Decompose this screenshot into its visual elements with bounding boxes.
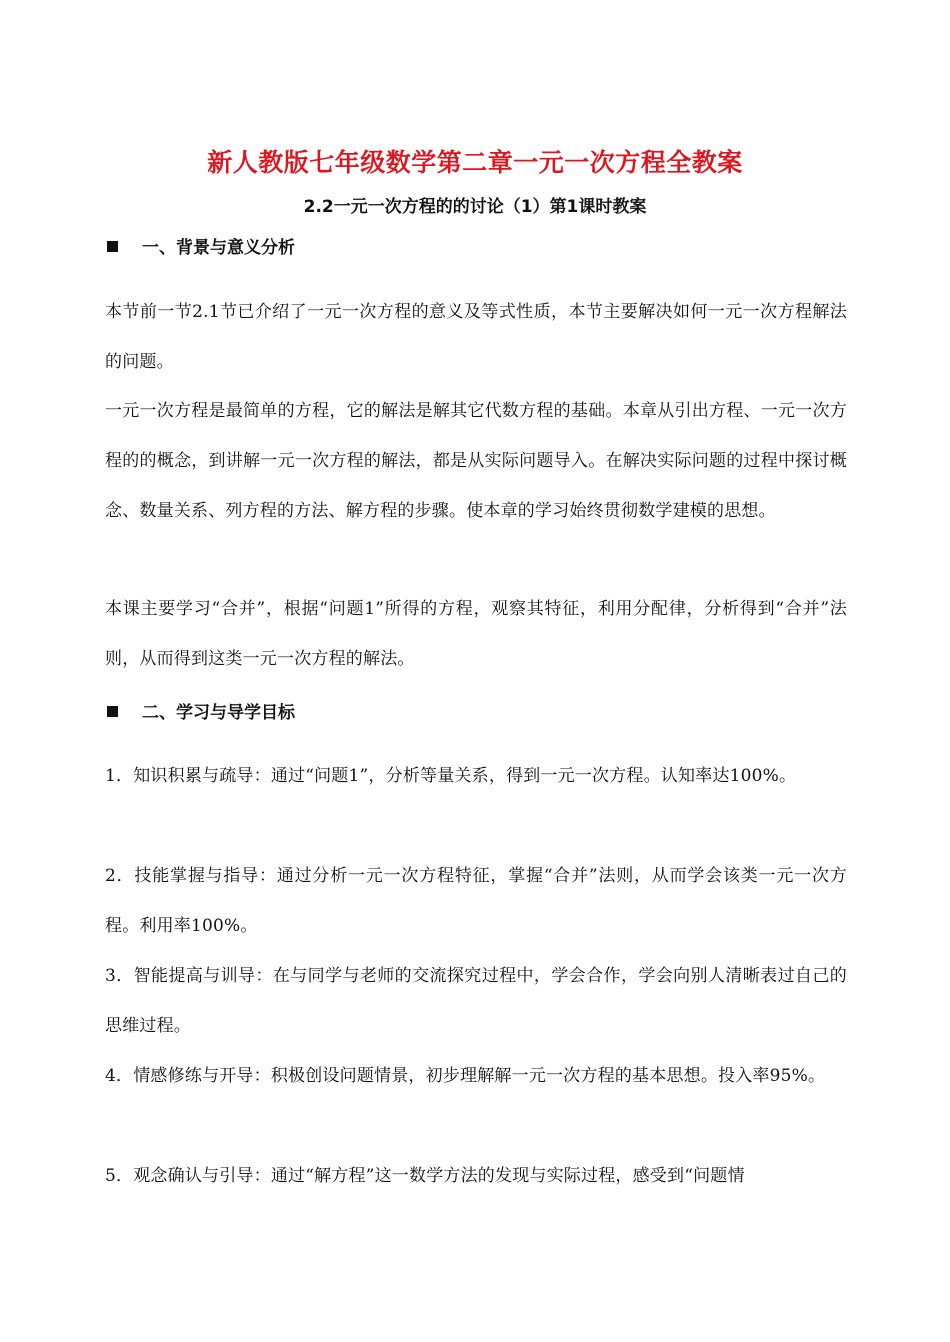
square-bullet-icon <box>107 241 118 252</box>
paragraph: 一元一次方程是最简单的方程，它的解法是解其它代数方程的基础。本章从引出方程、一元一次方程的的概念，到讲解一元一次方程的解法，都是从实际问题导入。在解决实际问题的过程中探讨概念、数量关系、列方程的方法、解方程的步骤。使本章的学习始终贯彻数学建模的思想。 <box>105 401 847 521</box>
goal-item: 2．技能掌握与指导：通过分析一元一次方程特征，掌握“合并”法则，从而学会该类一元一次方程。利用率100%。 <box>105 866 847 936</box>
goal-item: 4．情感修练与开导：积极创设问题情景，初步理解解一元一次方程的基本思想。投入率95%。 <box>105 1066 826 1086</box>
goal-item: 5．观念确认与引导：通过“解方程”这一数学方法的发现与实际过程，感受到“问题情 <box>105 1166 745 1186</box>
section-heading-text: 二、学习与导学目标 <box>142 703 295 723</box>
goal-item: 1．知识积累与疏导：通过“问题1”，分析等量关系，得到一元一次方程。认知率达100%。 <box>105 766 797 786</box>
section-heading-goals <box>107 698 847 728</box>
document-title: 新人教版七年级数学第二章一元一次方程全教案 <box>207 148 743 177</box>
paragraph: 本节前一节2.1节已介绍了一元一次方程的意义及等式性质，本节主要解决如何一元一次方程解法的问题。 <box>105 302 847 372</box>
goal-item: 3．智能提高与训导：在与同学与老师的交流探究过程中，学会合作，学会向别人清晰表过自己的思维过程。 <box>105 966 847 1036</box>
document-subtitle: 2.2一元一次方程的的讨论（1）第1课时教案 <box>303 197 647 217</box>
paragraph: 本课主要学习“合并”，根据“问题1”所得的方程，观察其特征，利用分配律，分析得到“合并”法则，从而得到这类一元一次方程的解法。 <box>105 599 847 669</box>
section-heading-background <box>107 233 847 263</box>
square-bullet-icon <box>107 706 118 717</box>
section-heading-text: 一、背景与意义分析 <box>142 238 295 258</box>
